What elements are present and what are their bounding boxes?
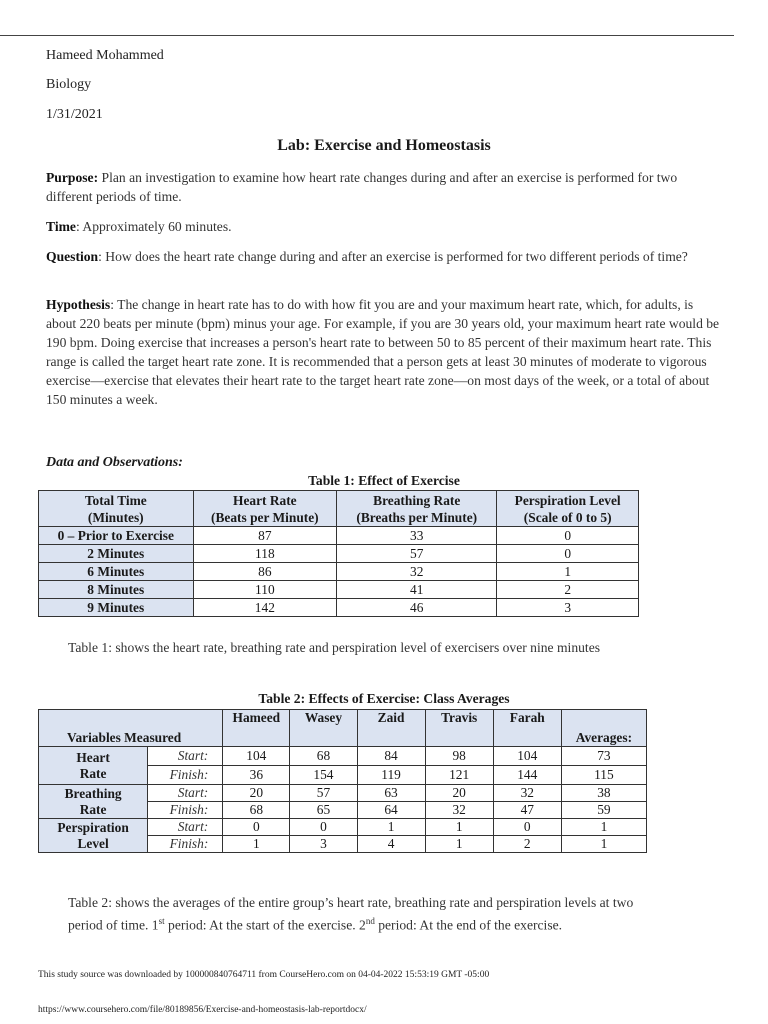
table-row <box>39 785 647 802</box>
hypothesis-label: Hypothesis <box>46 297 111 312</box>
table2-cell: 1 <box>425 819 493 836</box>
subject: Biology <box>46 77 92 92</box>
table2-cell: 1 <box>357 819 425 836</box>
table2-cell: 0 <box>223 819 290 836</box>
student-name: Hameed Mohammed <box>46 48 164 63</box>
table2-group-label: Heart Rate <box>39 747 148 785</box>
purpose-text: Plan an investigation to examine how heart rate changes during and after an exercise is performed for two different periods of time. <box>46 170 678 204</box>
table1-cell: 41 <box>337 581 497 599</box>
download-source-notice: This study source was downloaded by 100000840764711 from CourseHero.com on 04-04-2022 15:53:19 GMT -05:00 <box>38 970 490 980</box>
table-row <box>39 563 639 581</box>
table2-cell: 4 <box>357 836 425 853</box>
table2-cell: 119 <box>357 766 425 785</box>
table1-row-label: 2 Minutes <box>39 545 194 563</box>
table2-cell: 121 <box>425 766 493 785</box>
purpose-paragraph <box>46 168 722 206</box>
table2-cell: 57 <box>290 785 357 802</box>
table1-cell: 33 <box>337 527 497 545</box>
table2-cell: 65 <box>290 802 357 819</box>
time-paragraph <box>46 217 722 236</box>
table2-cell: 154 <box>290 766 357 785</box>
table2-cell: 47 <box>493 802 561 819</box>
finish-label: Finish: <box>148 836 223 853</box>
table-row <box>39 819 647 836</box>
hypothesis-text: : The change in heart rate has to do with how fit you are and your maximum heart rate, which, for adults, is about 220 beats per minute (bpm) minus your age. For example, if you are 30 years old, your maximum heart rate would be 190 bpm. Doing exercise that increases a person's heart rate to between 50 to 85 percent of their maximum heart rate. This range is called the target heart rate zone. It is recommended that a person gets at least 30 minutes of moderate to vigorous exercise—exercise that elevates their heart rate to the target heart rate zone—on most days of the week, or a total of about 150 minutes a week. <box>46 297 720 407</box>
table2-cell: 68 <box>223 802 290 819</box>
table2-cell: 20 <box>223 785 290 802</box>
table1-cell: 57 <box>337 545 497 563</box>
table1-cell: 3 <box>497 599 639 617</box>
table2-name-header: Wasey <box>290 710 357 747</box>
table2-note-line1: Table 2: shows the averages of the entire group’s heart rate, breathing rate and perspiration levels at two <box>68 895 634 910</box>
table-row <box>39 599 639 617</box>
table2-name-header: Zaid <box>357 710 425 747</box>
table2-cell: 59 <box>561 802 646 819</box>
table2-cell: 104 <box>493 747 561 766</box>
table2-cell: 3 <box>290 836 357 853</box>
hypothesis-paragraph <box>46 295 722 409</box>
time-text: : Approximately 60 minutes. <box>75 219 232 234</box>
table2-cell: 36 <box>223 766 290 785</box>
table1-cell: 86 <box>193 563 337 581</box>
table2-name-header: Hameed <box>223 710 290 747</box>
table1-caption: Table 1: Effect of Exercise <box>308 473 460 488</box>
question-label: Question <box>46 249 99 264</box>
table2-caption: Table 2: Effects of Exercise: Class Averages <box>258 691 510 706</box>
table1-effect-of-exercise <box>38 490 639 617</box>
table2-name-header: Farah <box>493 710 561 747</box>
question-text: : How does the heart rate change during and after an exercise is performed for two different periods of time? <box>98 249 688 264</box>
table2-cell: 104 <box>223 747 290 766</box>
table2-cell: 63 <box>357 785 425 802</box>
table1-cell: 46 <box>337 599 497 617</box>
table1-header-cell: Heart Rate (Beats per Minute) <box>193 491 337 527</box>
table1-cell: 32 <box>337 563 497 581</box>
start-label: Start: <box>148 785 223 802</box>
table2-cell: 1 <box>561 836 646 853</box>
table1-cell: 0 <box>497 527 639 545</box>
table1-row-label: 6 Minutes <box>39 563 194 581</box>
table2-cell: 144 <box>493 766 561 785</box>
table1-cell: 2 <box>497 581 639 599</box>
table2-cell: 0 <box>493 819 561 836</box>
table2-class-averages <box>38 709 647 853</box>
table2-corner-header: Variables Measured <box>39 710 223 747</box>
table2-averages-header: Averages: <box>561 710 646 747</box>
table2-cell: 1 <box>425 836 493 853</box>
question-paragraph <box>46 247 722 266</box>
table2-cell: 32 <box>425 802 493 819</box>
table1-header-cell: Total Time (Minutes) <box>39 491 194 527</box>
table2-group-label: Perspiration Level <box>39 819 148 853</box>
table2-cell: 84 <box>357 747 425 766</box>
table2-cell: 68 <box>290 747 357 766</box>
table2-group-label: Breathing Rate <box>39 785 148 819</box>
table1-cell: 110 <box>193 581 337 599</box>
table-row <box>39 581 639 599</box>
start-label: Start: <box>148 819 223 836</box>
table2-cell: 38 <box>561 785 646 802</box>
table1-cell: 118 <box>193 545 337 563</box>
table2-cell: 115 <box>561 766 646 785</box>
table1-cell: 0 <box>497 545 639 563</box>
finish-label: Finish: <box>148 802 223 819</box>
table-row <box>39 545 639 563</box>
table1-row-label: 0 – Prior to Exercise <box>39 527 194 545</box>
table-row <box>39 527 639 545</box>
finish-label: Finish: <box>148 766 223 785</box>
table2-cell: 1 <box>223 836 290 853</box>
table1-cell: 1 <box>497 563 639 581</box>
table2-name-header: Travis <box>425 710 493 747</box>
date: 1/31/2021 <box>46 107 103 122</box>
source-url[interactable]: https://www.coursehero.com/file/80189856/Exercise-and-homeostasis-lab-reportdocx/ <box>38 1005 367 1015</box>
purpose-label: Purpose: <box>46 170 99 185</box>
start-label: Start: <box>148 747 223 766</box>
header-rule <box>0 35 734 36</box>
table2-cell: 1 <box>561 819 646 836</box>
table2-cell: 32 <box>493 785 561 802</box>
table1-cell: 87 <box>193 527 337 545</box>
table1-header-cell: Perspiration Level (Scale of 0 to 5) <box>497 491 639 527</box>
table2-cell: 2 <box>493 836 561 853</box>
table1-row-label: 9 Minutes <box>39 599 194 617</box>
table2-cell: 98 <box>425 747 493 766</box>
table1-note: Table 1: shows the heart rate, breathing rate and perspiration level of exercisers over nine minutes <box>68 640 601 655</box>
table1-header-cell: Breathing Rate (Breaths per Minute) <box>337 491 497 527</box>
table-row <box>39 747 647 766</box>
table1-row-label: 8 Minutes <box>39 581 194 599</box>
time-label: Time <box>46 219 76 234</box>
table2-note-line2: period of time. 1st period: At the start of the exercise. 2nd period: At the end of the exercise. <box>68 916 563 933</box>
table1-cell: 142 <box>193 599 337 617</box>
data-section-heading: Data and Observations: <box>46 455 183 470</box>
table2-cell: 64 <box>357 802 425 819</box>
table2-cell: 0 <box>290 819 357 836</box>
table2-cell: 20 <box>425 785 493 802</box>
document-title: Lab: Exercise and Homeostasis <box>277 137 491 154</box>
table2-cell: 73 <box>561 747 646 766</box>
